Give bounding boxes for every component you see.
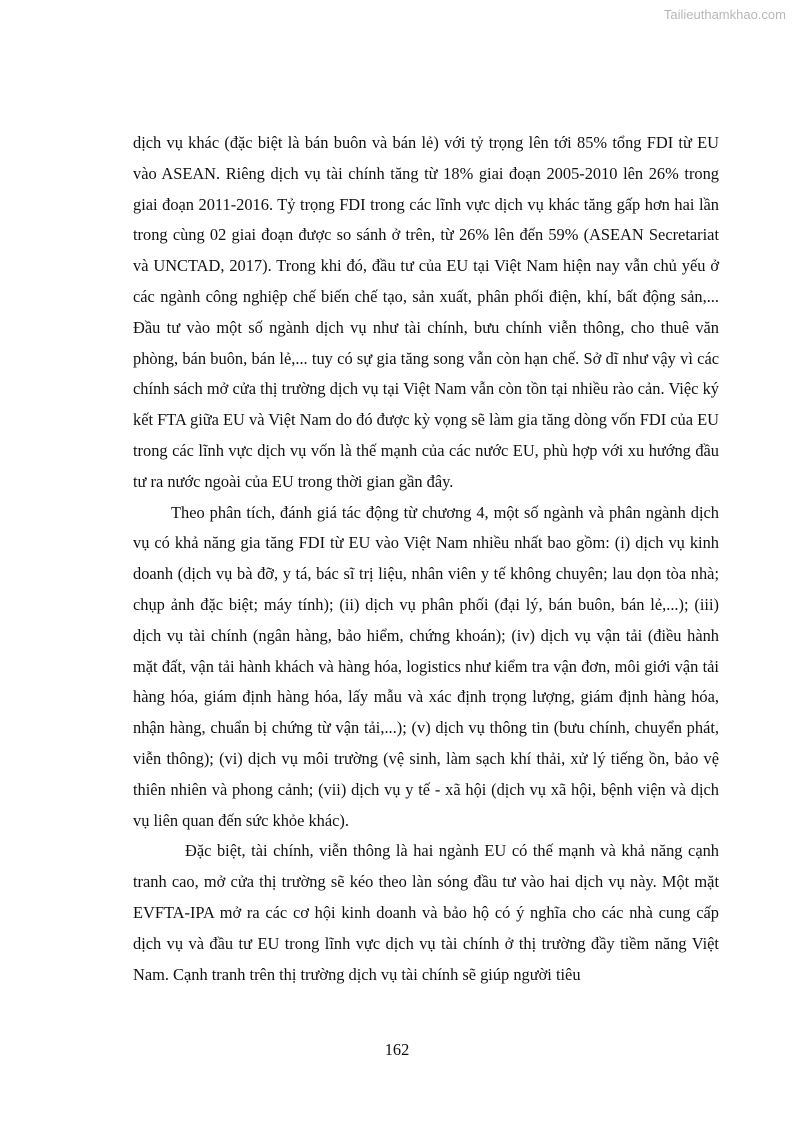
watermark-text: Tailieuthamkhao.com [663, 7, 786, 22]
paragraph-3: Đặc biệt, tài chính, viễn thông là hai ngành EU có thế mạnh và khả năng cạnh tranh cao, mở cửa thị trường sẽ kéo theo làn sóng đầu tư vào hai dịch vụ này. Một mặt EVFTA-IPA mở ra các cơ hội kinh doanh và bảo hộ có ý nghĩa cho các nhà cung cấp dịch vụ và đầu tư EU trong lĩnh vực dịch vụ tài chính ở thị trường đầy tiềm năng Việt Nam. Cạnh tranh trên thị trường dịch vụ tài chính sẽ giúp người tiêu [133, 841, 719, 984]
page-number: 162 [384, 1040, 410, 1059]
paragraph-2: Theo phân tích, đánh giá tác động từ chương 4, một số ngành và phân ngành dịch vụ có khả năng gia tăng FDI từ EU vào Việt Nam nhiều nhất bao gồm: (i) dịch vụ kinh doanh (dịch vụ bà đỡ, y tá, bác sĩ trị liệu, nhân viên y tế không chuyên; lau dọn tòa nhà; chụp ảnh đặc biệt; máy tính); (ii) dịch vụ phân phối (đại lý, bán buôn, bán lẻ,...); (iii) dịch vụ tài chính (ngân hàng, bảo hiểm, chứng khoán); (iv) dịch vụ vận tải (điều hành mặt đất, vận tải hành khách và hàng hóa, logistics như kiểm tra vận đơn, môi giới vận tải hàng hóa, giám định hàng hóa, lấy mẫu và xác định trọng lượng, giám định hàng hóa, nhận hàng, chuẩn bị chứng từ vận tải,...); (v) dịch vụ thông tin (bưu chính, chuyển phát, viễn thông); (vi) dịch vụ môi trường (vệ sinh, làm sạch khí thải, xử lý tiếng ồn, bảo vệ thiên nhiên và phong cảnh; (vii) dịch vụ y tế - xã hội (dịch vụ xã hội, bệnh viện và dịch vụ liên quan đến sức khỏe khác). [133, 502, 719, 830]
document-body [133, 128, 719, 990]
paragraph-1: dịch vụ khác (đặc biệt là bán buôn và bán lẻ) với tỷ trọng lên tới 85% tổng FDI từ EU vào ASEAN. Riêng dịch vụ tài chính tăng từ 18% giai đoạn 2005-2010 lên 26% trong giai đoạn 2011-2016. Tỷ trọng FDI trong các lĩnh vực dịch vụ khác tăng gấp hơn hai lần trong cùng 02 giai đoạn được so sánh ở trên, từ 26% lên đến 59% (ASEAN Secretariat và UNCTAD, 2017). Trong khi đó, đầu tư của EU tại Việt Nam hiện nay vẫn chủ yếu ở các ngành công nghiệp chế biến chế tạo, sản xuất, phân phối điện, khí, bất động sản,... Đầu tư vào một số ngành dịch vụ như tài chính, bưu chính viễn thông, cho thuê văn phòng, bán buôn, bán lẻ,... tuy có sự gia tăng song vẫn còn hạn chế. Sở dĩ như vậy vì các chính sách mở cửa thị trường dịch vụ tại Việt Nam vẫn còn tồn tại nhiều rào cản. Việc ký kết FTA giữa EU và Việt Nam do đó được kỳ vọng sẽ làm gia tăng dòng vốn FDI của EU trong các lĩnh vực dịch vụ vốn là thế mạnh của các nước EU, phù hợp với xu hướng đầu tư ra nước ngoài của EU trong thời gian gần đây. [133, 133, 719, 491]
